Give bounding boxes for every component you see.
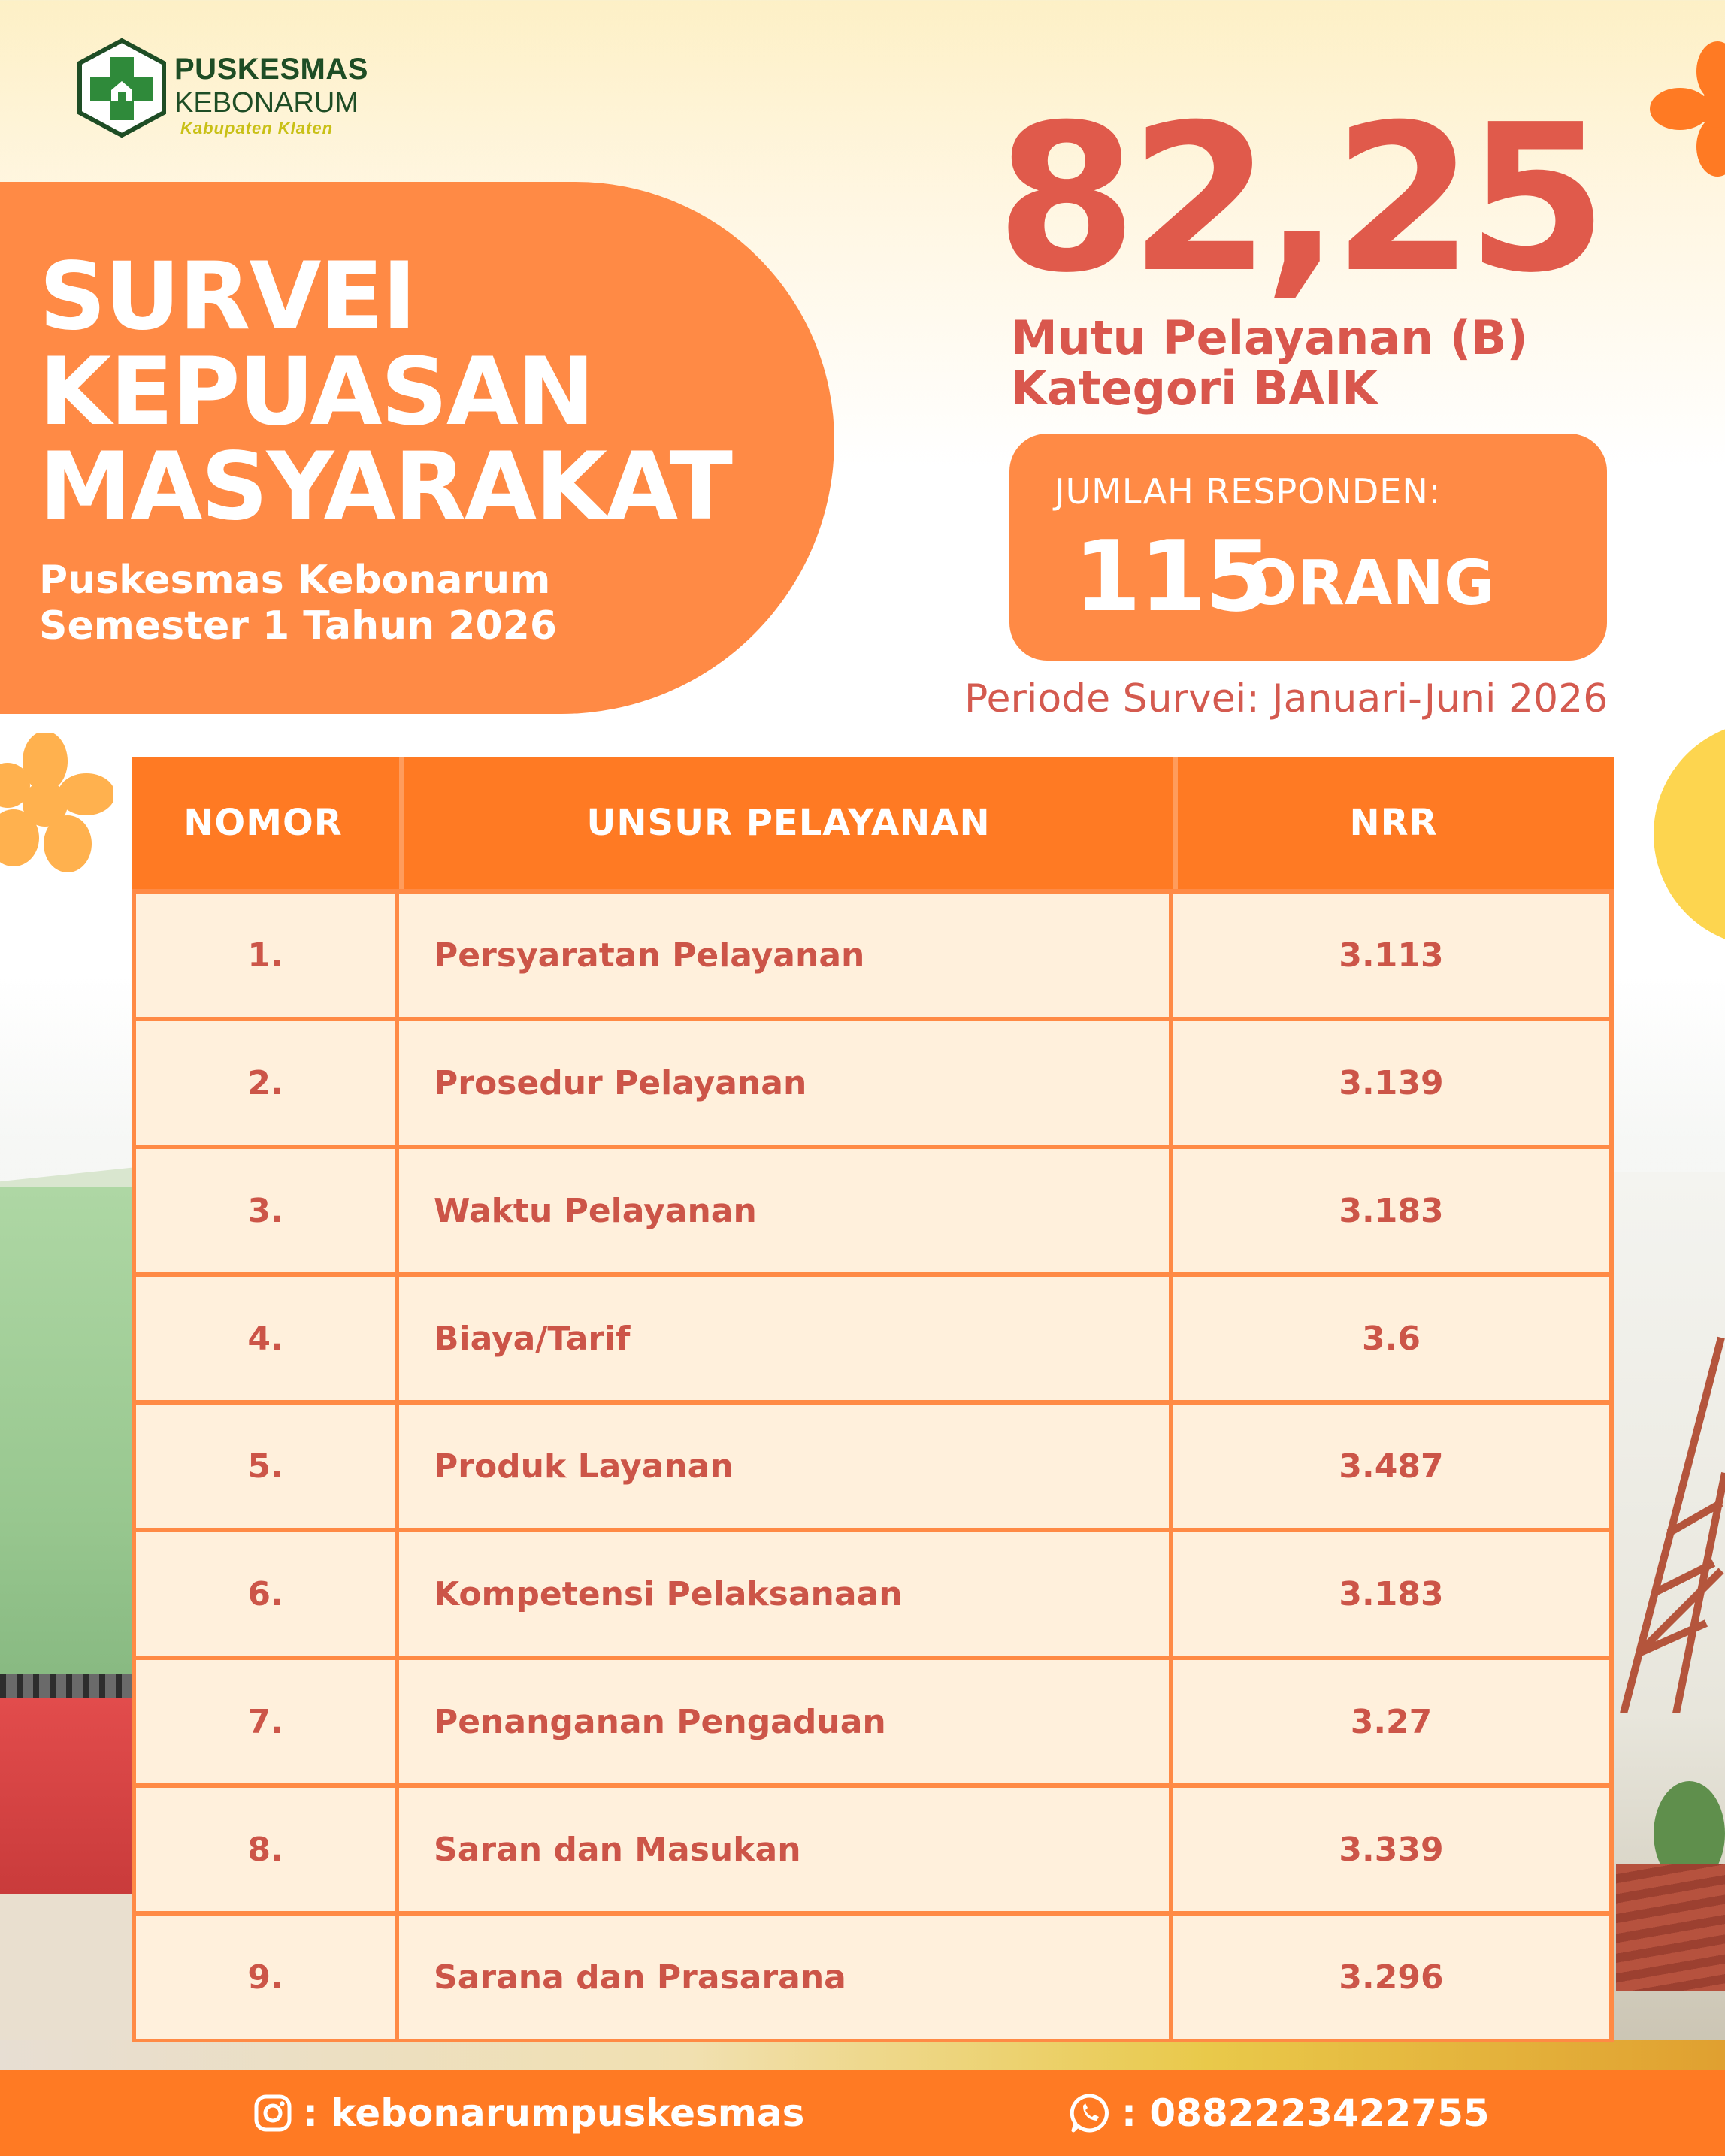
background-ground-strip bbox=[0, 2040, 1725, 2070]
table-row bbox=[136, 1532, 1609, 1656]
row-nrr: 3.339 bbox=[1173, 1788, 1609, 1911]
subtitle-line-1: Puskesmas Kebonarum bbox=[39, 558, 551, 603]
row-number: 6. bbox=[136, 1532, 395, 1656]
table-header bbox=[132, 757, 1614, 889]
flower-icon-top-right bbox=[1650, 41, 1725, 177]
footer-bar bbox=[0, 2070, 1725, 2156]
logo-region: Kabupaten Klaten bbox=[180, 119, 334, 138]
instagram-handle: : kebonarumpuskesmas bbox=[303, 2091, 805, 2135]
row-nrr: 3.139 bbox=[1173, 1021, 1609, 1145]
row-number: 9. bbox=[136, 1916, 395, 2039]
row-number: 8. bbox=[136, 1788, 395, 1911]
header-unsur: UNSUR PELAYANAN bbox=[399, 757, 1178, 889]
row-nrr: 3.183 bbox=[1173, 1532, 1609, 1656]
row-number: 7. bbox=[136, 1660, 395, 1783]
score-caption-1: Mutu Pelayanan (B) bbox=[1011, 310, 1528, 365]
row-nrr: 3.27 bbox=[1173, 1660, 1609, 1783]
background-tower bbox=[1608, 1323, 1725, 1713]
row-nrr: 3.6 bbox=[1173, 1277, 1609, 1400]
row-unsur: Waktu Pelayanan bbox=[399, 1149, 1169, 1272]
table-row bbox=[136, 1277, 1609, 1400]
table-row bbox=[136, 1021, 1609, 1145]
table-row bbox=[136, 894, 1609, 1017]
title-line-3: MASYARAKAT bbox=[39, 433, 732, 541]
table-row bbox=[136, 1149, 1609, 1272]
row-unsur: Sarana dan Prasarana bbox=[399, 1916, 1169, 2039]
whatsapp-number: : 0882223422755 bbox=[1121, 2091, 1490, 2135]
score-value: 82,25 bbox=[996, 80, 1601, 317]
background-roof bbox=[1616, 1864, 1725, 1991]
table-row bbox=[136, 1405, 1609, 1528]
row-number: 3. bbox=[136, 1149, 395, 1272]
title-line-2: KEPUASAN bbox=[39, 338, 594, 446]
row-nrr: 3.296 bbox=[1173, 1916, 1609, 2039]
score-caption-2: Kategori BAIK bbox=[1011, 361, 1378, 416]
decor-circle bbox=[1654, 721, 1725, 947]
header-nomor: NOMOR bbox=[183, 802, 343, 844]
respondents-count: 115 bbox=[1073, 519, 1271, 633]
survey-period: Periode Survei: Januari-Juni 2026 bbox=[964, 676, 1608, 721]
row-unsur: Kompetensi Pelaksanaan bbox=[399, 1532, 1169, 1656]
footer-whatsapp[interactable] bbox=[1069, 2070, 1490, 2156]
row-unsur: Saran dan Masukan bbox=[399, 1788, 1169, 1911]
row-unsur: Penanganan Pengaduan bbox=[399, 1660, 1169, 1783]
row-number: 2. bbox=[136, 1021, 395, 1145]
row-unsur: Biaya/Tarif bbox=[399, 1277, 1169, 1400]
puskesmas-logo-icon bbox=[75, 38, 168, 138]
subtitle-line-2: Semester 1 Tahun 2026 bbox=[39, 603, 558, 649]
row-unsur: Prosedur Pelayanan bbox=[399, 1021, 1169, 1145]
title-line-1: SURVEI bbox=[39, 243, 416, 351]
row-nrr: 3.487 bbox=[1173, 1405, 1609, 1528]
row-number: 1. bbox=[136, 894, 395, 1017]
whatsapp-icon bbox=[1069, 2092, 1111, 2134]
table-row bbox=[136, 1916, 1609, 2039]
row-number: 4. bbox=[136, 1277, 395, 1400]
respondents-unit: ORANG bbox=[1245, 548, 1495, 619]
flower-icon-left bbox=[0, 733, 113, 883]
footer-instagram[interactable] bbox=[253, 2070, 804, 2156]
row-nrr: 3.183 bbox=[1173, 1149, 1609, 1272]
nrr-table bbox=[132, 757, 1614, 2042]
logo bbox=[75, 38, 376, 143]
table-row bbox=[136, 1788, 1609, 1911]
row-unsur: Produk Layanan bbox=[399, 1405, 1169, 1528]
header-nrr: NRR bbox=[1349, 802, 1438, 844]
row-nrr: 3.113 bbox=[1173, 894, 1609, 1017]
instagram-icon bbox=[253, 2094, 292, 2133]
respondents-label: JUMLAH RESPONDEN: bbox=[1055, 471, 1442, 512]
logo-subname: KEBONARUM bbox=[174, 87, 359, 119]
logo-name: PUSKESMAS bbox=[174, 53, 368, 86]
table-row bbox=[136, 1660, 1609, 1783]
respondents-box bbox=[1009, 434, 1607, 661]
row-unsur: Persyaratan Pelayanan bbox=[399, 894, 1169, 1017]
row-number: 5. bbox=[136, 1405, 395, 1528]
